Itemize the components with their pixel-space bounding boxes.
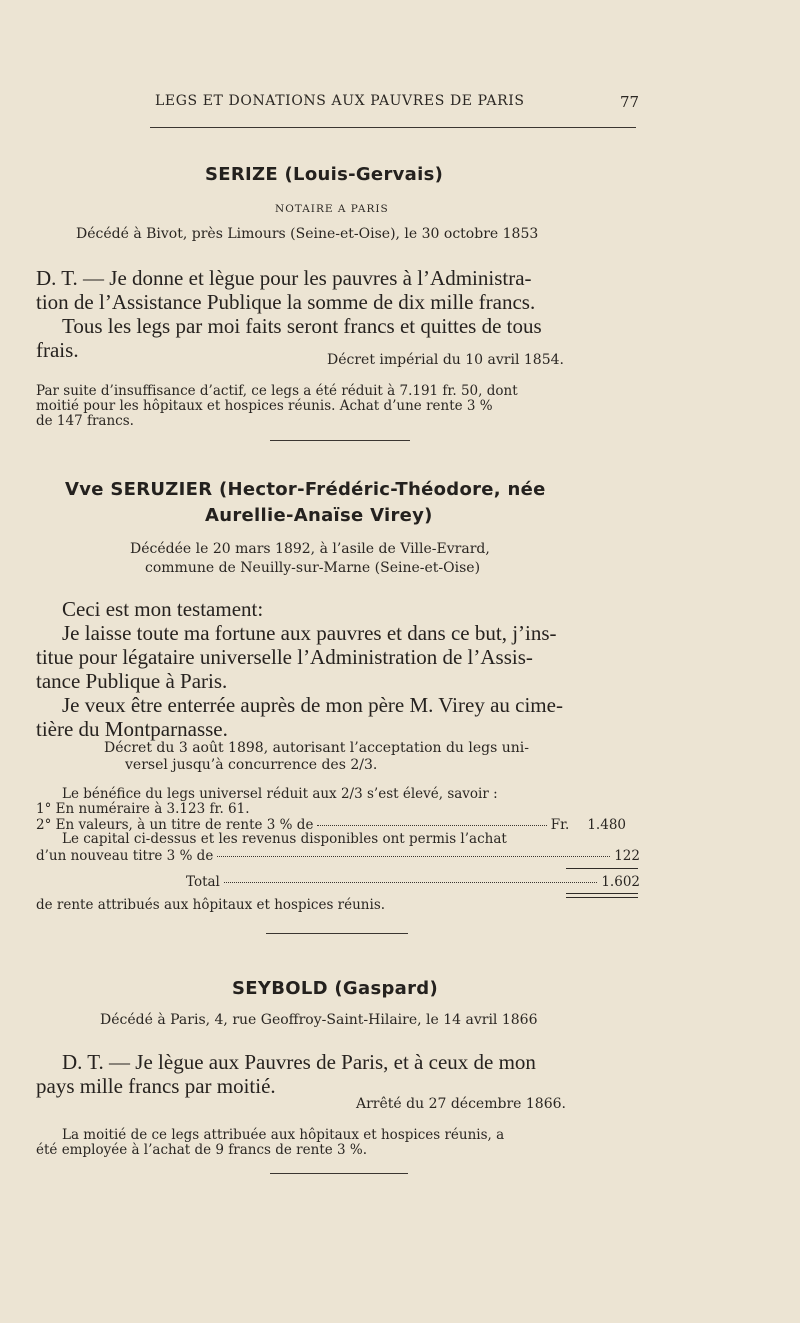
section-divider bbox=[266, 933, 408, 934]
will-text-line: titue pour légataire universelle l’Administration de l’Assis- bbox=[36, 645, 533, 669]
ledger-total-row bbox=[186, 874, 640, 890]
section-divider bbox=[270, 1173, 408, 1174]
will-text-line: Je laisse toute ma fortune aux pauvres et dans ce but, j’ins- bbox=[62, 621, 557, 645]
note-line: de 147 francs. bbox=[36, 413, 134, 429]
page-number: 77 bbox=[620, 93, 640, 111]
total-value: 1.602 bbox=[601, 874, 640, 890]
will-text-line: tière du Montparnasse. bbox=[36, 717, 228, 741]
dot-leader bbox=[317, 825, 546, 826]
section-divider bbox=[270, 440, 410, 441]
double-rule bbox=[566, 897, 638, 898]
note-line: moitié pour les hôpitaux et hospices réunis. Achat d’une rente 3 % bbox=[36, 398, 493, 414]
will-text-line: Tous les legs par moi faits seront francs et quittes de tous bbox=[62, 314, 542, 338]
ledger-label: d’un nouveau titre 3 % de bbox=[36, 848, 214, 864]
will-text-line: tance Publique à Paris. bbox=[36, 669, 228, 693]
total-label: Total bbox=[186, 874, 220, 890]
decree-text: Décret du 3 août 1898, autorisant l’acceptation du legs uni- bbox=[104, 740, 530, 756]
will-text-line: D. T. — Je lègue aux Pauvres de Paris, et à ceux de mon bbox=[62, 1050, 536, 1074]
double-rule bbox=[566, 893, 638, 894]
note-line: été employée à l’achat de 9 francs de rente 3 %. bbox=[36, 1142, 368, 1158]
ledger-currency: Fr. bbox=[550, 817, 570, 833]
will-text-line: Je veux être enterrée auprès de mon père M. Virey au cime- bbox=[62, 693, 563, 717]
ledger-value: 1.480 bbox=[587, 817, 626, 833]
entry-death-info: commune de Neuilly-sur-Marne (Seine-et-Oise) bbox=[145, 560, 481, 576]
ledger-value: 122 bbox=[614, 848, 640, 864]
running-title: LEGS ET DONATIONS AUX PAUVRES DE PARIS bbox=[155, 93, 525, 109]
page-header bbox=[0, 93, 800, 117]
will-text-line: tion de l’Assistance Publique la somme de dix mille francs. bbox=[36, 290, 536, 314]
note-line: 1° En numéraire à 3.123 fr. 61. bbox=[36, 801, 250, 817]
entry-name: Vve SERUZIER (Hector-Frédéric-Théodore, née bbox=[65, 479, 546, 500]
note-line: de rente attribués aux hôpitaux et hospices réunis. bbox=[36, 897, 386, 913]
note-line: La moitié de ce legs attribuée aux hôpitaux et hospices réunis, a bbox=[62, 1127, 505, 1143]
will-text-line: frais. bbox=[36, 338, 79, 362]
dot-leader bbox=[224, 882, 597, 883]
decree-text: versel jusqu’à concurrence des 2/3. bbox=[125, 757, 378, 773]
entry-death-info: Décédée le 20 mars 1892, à l’asile de Ville-Evrard, bbox=[130, 541, 490, 557]
ledger-row bbox=[36, 848, 640, 864]
will-text-line: pays mille francs par moitié. bbox=[36, 1074, 276, 1098]
sum-rule bbox=[566, 868, 638, 869]
decree-text: Arrêté du 27 décembre 1866. bbox=[356, 1096, 566, 1112]
entry-profession: NOTAIRE A PARIS bbox=[275, 203, 389, 215]
ledger-label: 2° En valeurs, à un titre de rente 3 % de bbox=[36, 817, 314, 833]
will-text-line: Ceci est mon testament: bbox=[62, 597, 264, 621]
note-line: Le capital ci-dessus et les revenus disponibles ont permis l’achat bbox=[62, 831, 507, 847]
note-line: Le bénéfice du legs universel réduit aux 2/3 s’est élevé, savoir : bbox=[62, 786, 498, 802]
entry-name: Aurellie-Anaïse Virey) bbox=[205, 505, 433, 526]
entry-name: SERIZE (Louis-Gervais) bbox=[205, 164, 444, 185]
entry-death-info: Décédé à Bivot, près Limours (Seine-et-Oise), le 30 octobre 1853 bbox=[76, 226, 539, 242]
header-rule bbox=[150, 127, 636, 128]
entry-name: SEYBOLD (Gaspard) bbox=[232, 978, 438, 999]
will-text-line: D. T. — Je donne et lègue pour les pauvres à l’Administra- bbox=[36, 266, 532, 290]
decree-text: Décret impérial du 10 avril 1854. bbox=[327, 352, 564, 368]
entry-death-info: Décédé à Paris, 4, rue Geoffroy-Saint-Hilaire, le 14 avril 1866 bbox=[100, 1012, 538, 1028]
note-line: Par suite d’insuffisance d’actif, ce legs a été réduit à 7.191 fr. 50, dont bbox=[36, 383, 518, 399]
dot-leader bbox=[217, 856, 610, 857]
